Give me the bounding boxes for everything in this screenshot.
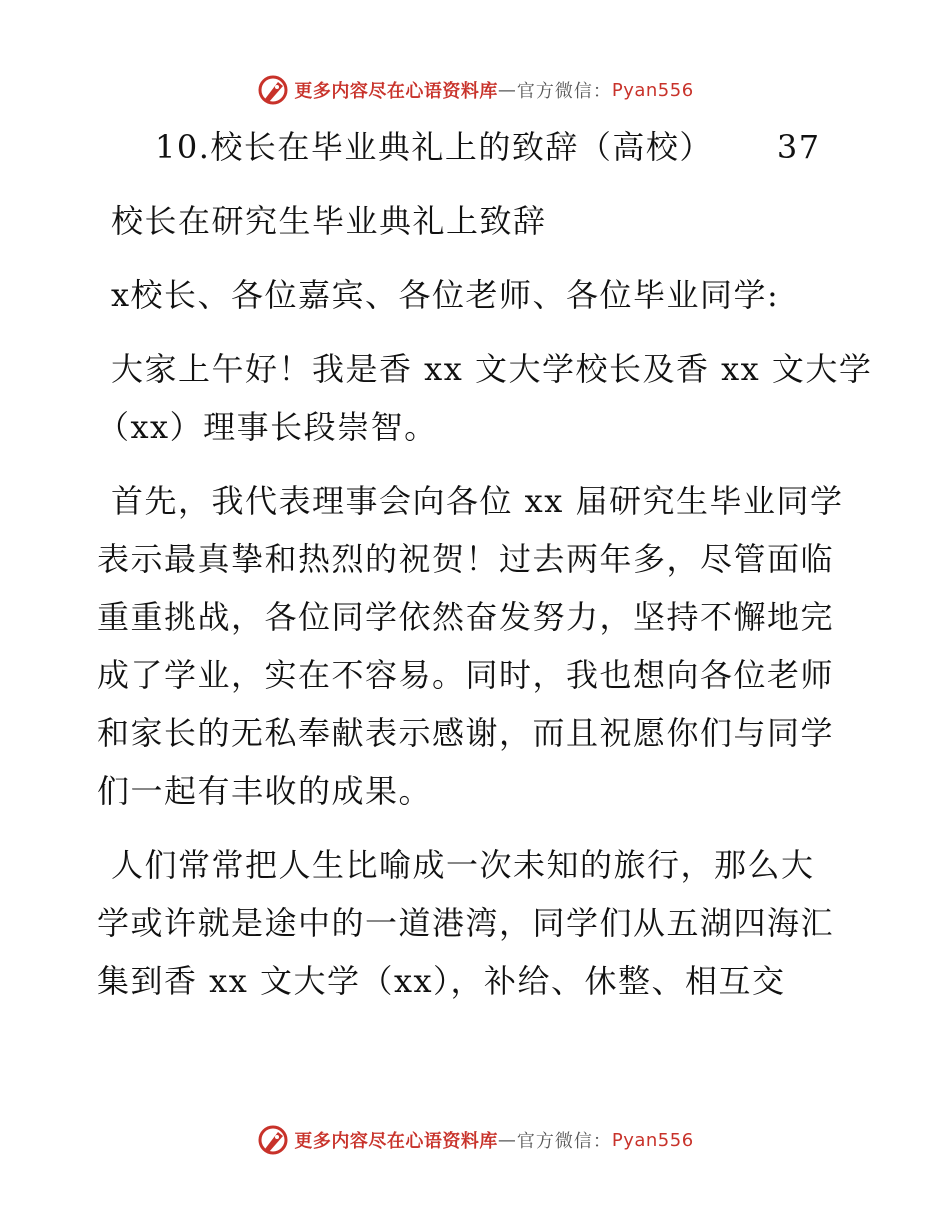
watermark-handle: Pyan556 [611,1129,694,1151]
toc-page-number: 37 [776,128,821,166]
paragraph-line: （xx）理事长段崇智。 [97,408,438,446]
watermark-separator: — [497,79,517,101]
paragraph-line: 们一起有丰收的成果。 [97,772,433,810]
watermark-brand: 更多内容尽在心语资料库 [294,81,498,102]
speech-heading: 校长在研究生毕业典礼上致辞 [111,202,547,240]
document-body [97,118,873,1010]
toc-entry [97,118,857,176]
watermark-wechat-label: 官方微信： [516,1131,612,1152]
paragraph [97,836,857,1010]
paragraph-line: 大家上午好！我是香 xx 文大学校长及香 xx 文大学 [111,350,873,388]
speech-salutation: x校长、各位嘉宾、各位老师、各位毕业同学: [111,276,780,314]
watermark-handle: Pyan556 [611,79,694,101]
pen-nib-icon [256,1123,290,1157]
watermark-brand: 更多内容尽在心语资料库 [294,1131,498,1152]
watermark-wechat-label: 官方微信： [516,81,612,102]
toc-title: 10.校长在毕业典礼上的致辞（高校） [155,128,713,166]
paragraph-line: 成了学业，实在不容易。同时，我也想向各位老师 [97,656,835,694]
footer-watermark [0,1120,950,1160]
watermark-separator: — [497,1129,517,1151]
paragraph [97,340,873,456]
pen-nib-icon [256,73,290,107]
header-watermark [0,70,950,110]
paragraph-line: 重重挑战，各位同学依然奋发努力，坚持不懈地完 [97,598,835,636]
paragraph-line: 学或许就是途中的一道港湾，同学们从五湖四海汇 [97,904,835,942]
paragraph-line: 表示最真挚和热烈的祝贺！过去两年多，尽管面临 [97,540,835,578]
paragraph [97,472,857,820]
paragraph-line: 和家长的无私奉献表示感谢，而且祝愿你们与同学 [97,714,835,752]
paragraph-line: 集到香 xx 文大学（xx），补给、休整、相互交 [97,962,786,1000]
paragraph-line: 首先，我代表理事会向各位 xx 届研究生毕业同学 [111,482,844,520]
paragraph-line: 人们常常把人生比喻成一次未知的旅行，那么大 [111,846,815,884]
